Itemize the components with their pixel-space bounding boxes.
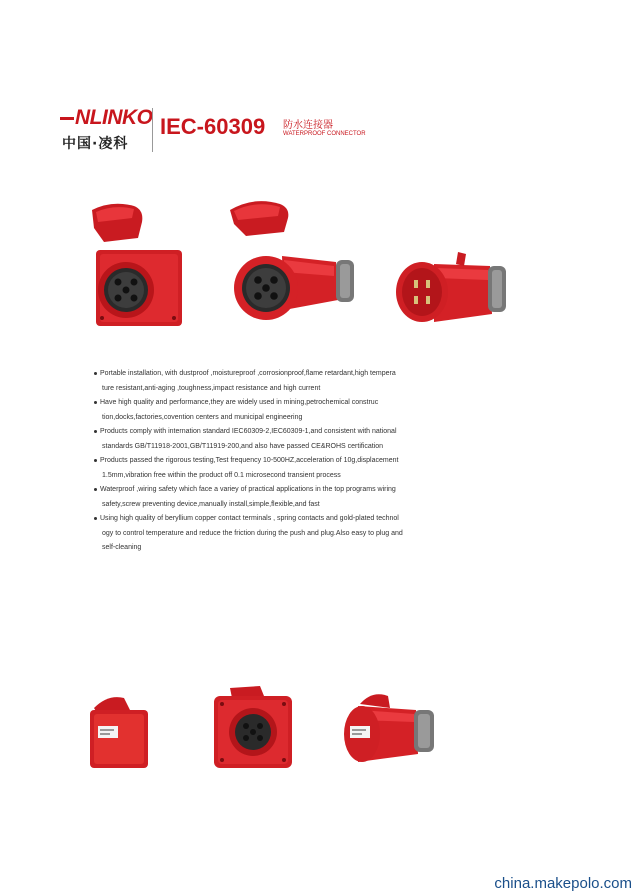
inline-plug-side-image: [338, 690, 442, 770]
bullet-dot-icon: [94, 517, 97, 520]
logo-c-mark-icon: [60, 117, 74, 120]
subtitle-english: WATERPROOF CONNECTOR: [283, 131, 366, 137]
feature-bullet-2: Have high quality and performance,they are widely used in mining,petrochemical construc tion,docks,factories,covention centers and municipal engineering: [94, 396, 454, 425]
panel-socket-image: [82, 198, 192, 330]
plug-image: [394, 250, 512, 334]
brand-logo-text: [60, 106, 153, 130]
header-divider: [152, 108, 153, 152]
bullet-dot-icon: [94, 488, 97, 491]
bullet-dot-icon: [94, 430, 97, 433]
feature-bullet-4: Products passed the rigorous testing,Test frequency 10-500HZ,acceleration of 10g,displacement 1.5mm,vibration free within the product off 0.1 microsecond transient process: [94, 454, 454, 483]
logo-en-text: NLINKO: [75, 106, 153, 129]
feature-bullet-3: Products comply with internation standard IEC60309-2,IEC60309-1,and consistent with national standards GB/T11918-2001,GB/T11919-200,and also have passed CE&ROHS certification: [94, 425, 454, 454]
feature-bullet-1: Portable installation, with dustproof ,moistureproof ,corrosionproof,flame retardant,high tempera ture resistant,anti-aging ,toughness,impact resistance and high current: [94, 367, 454, 396]
surface-socket-front-image: [210, 682, 298, 772]
subtitle-chinese: 防水连接器: [283, 120, 333, 131]
bullet-dot-icon: [94, 401, 97, 404]
bullet-dot-icon: [94, 372, 97, 375]
feature-bullet-6: Using high quality of beryllium copper contact terminals , spring contacts and gold-plated technol ogy to control temperature and reduce the friction during the push and plug.Also easy to plug and self-cleaning: [94, 512, 454, 556]
inline-socket-image: [226, 196, 366, 328]
feature-bullet-5: Waterproof ,wiring safety which face a variey of practical applications in the top programs wiring safety,screw preventing device,manually install,simple,flexible,and fast: [94, 483, 454, 512]
brand-logo-chinese: 中国·凌科: [62, 136, 129, 152]
panel-mount-socket-side-image: [84, 690, 156, 772]
page-title: IEC-60309: [160, 114, 266, 139]
source-watermark: china.makepolo.com: [494, 875, 632, 892]
bullet-dot-icon: [94, 459, 97, 462]
